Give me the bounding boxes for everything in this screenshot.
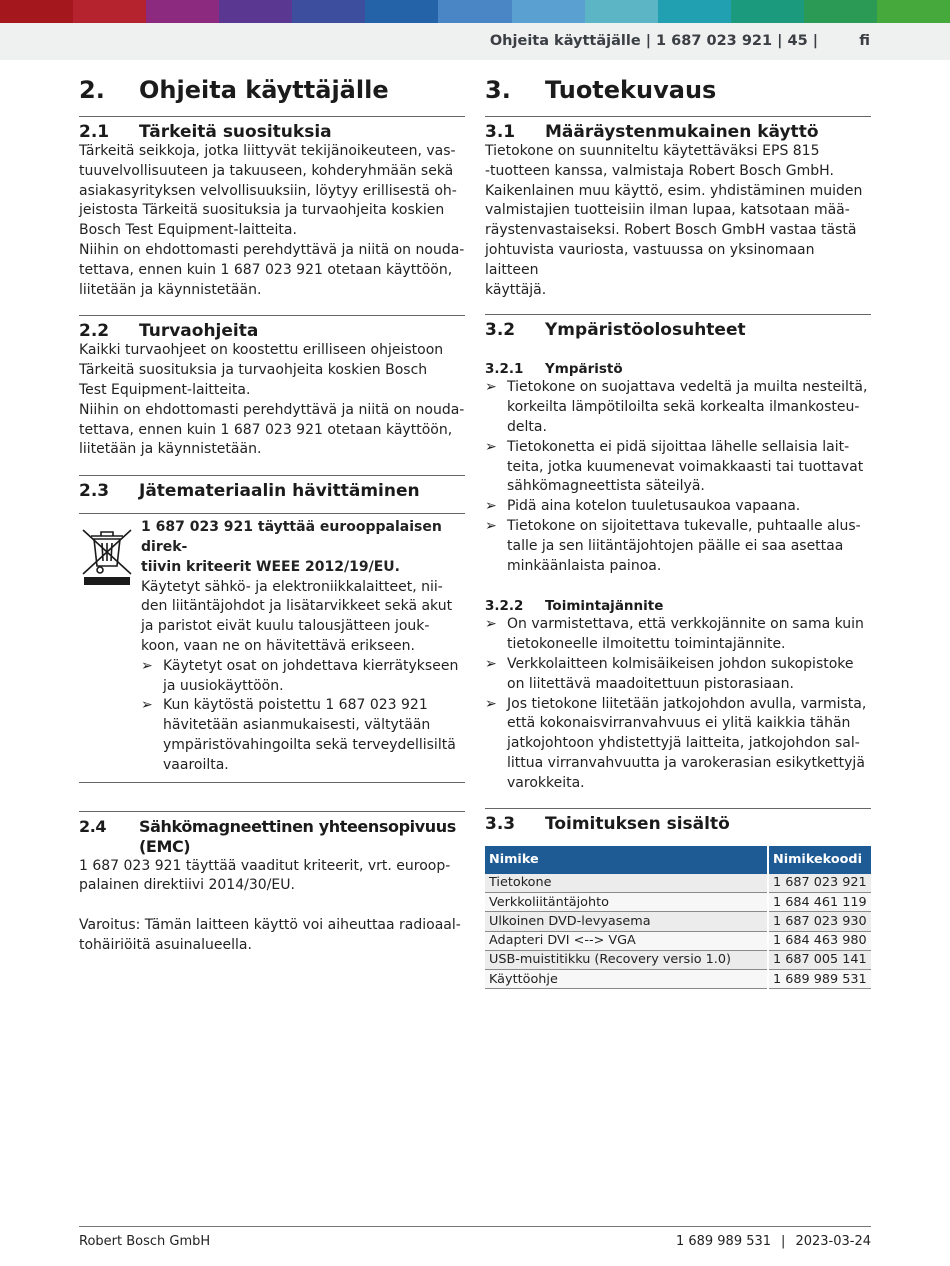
arrowhead-bullet-icon: ➢ [485,498,497,515]
item-code: 1 684 461 119 [768,893,871,912]
subsection-number: 3.2.2 [485,598,524,615]
section-heading-3-2 [485,314,871,340]
section-number: 3.1 [485,122,516,142]
section-title: Tärkeitä suosituksia [139,122,332,142]
footer-rule [79,1226,871,1227]
list-item [485,497,871,517]
section-heading-3-1 [485,116,871,142]
band-segment [512,0,585,23]
text-line: ympäristövahingoilta sekä terveydellisiltä [163,736,456,753]
text-line: tettava, ennen kuin 1 687 023 921 otetaan käyttöön, [79,261,453,278]
section-number: 2.1 [79,122,110,142]
band-segment [365,0,438,23]
text-line: Jos tietokone liitetään jatkojohdon avulla, varmista, [507,695,867,712]
band-segment [877,0,950,23]
footer-date: 2023-03-24 [795,1234,871,1249]
paragraph-emc [79,857,465,897]
text-line: ja paristot eivät kuulu talousjätteen jouk- [141,618,430,635]
text-line: sähkömagneettista säteilyä. [507,478,705,495]
item-code: 1 689 989 531 [768,969,871,988]
text-line: että kokonaisvirranvahvuus ei ylitä kaikkia tähän [507,715,851,732]
table-row [485,969,871,988]
item-name: Verkkoliitäntäjohto [485,893,768,912]
text-line: Tietokone on suojattava vedeltä ja muilta nesteiltä, [507,379,868,396]
band-segment [804,0,877,23]
chapter-title: Ohjeita käyttäjälle [139,76,389,104]
item-name: Ulkoinen DVD-levyasema [485,912,768,931]
section-heading-2-2 [79,315,465,341]
section-title: Jätemateriaalin hävittäminen [139,481,420,502]
text-line: Kaikenlainen muu käyttö, esim. yhdistäminen muiden [485,182,863,199]
arrowhead-bullet-icon: ➢ [485,438,497,455]
footer-info [676,1234,871,1249]
section-title [139,817,456,857]
text-line: Kaikki turvaohjeet on koostettu erilliseen ohjeistoon [79,342,444,359]
section-title: Turvaohjeita [139,321,259,342]
weee-statement [141,518,465,577]
crossed-out-wheelie-bin-icon [79,518,141,775]
text-line: liitetään ja käynnistetään. [79,281,262,298]
list-item [485,695,871,794]
footer-doc-number: 1 689 989 531 [675,1234,772,1249]
subsection-title: Ympäristö [545,361,623,378]
paragraph-must-read [79,241,465,300]
text-line: 1 687 023 921 täyttää eurooppalaisen direk- [141,519,442,555]
text-line: Verkkolaitteen kolmisäikeisen johdon sukopistoke [507,655,854,672]
paragraph-warning [79,916,465,956]
item-code: 1 684 463 980 [768,931,871,950]
column-header-code: Nimikekoodi [768,846,871,874]
paragraph-intended-use [485,142,871,300]
text-line: asiakasyrityksen velvollisuuksiin, löytyy erillisestä oh- [79,182,457,199]
chapter-heading-2 [79,74,465,106]
text-line: tietokoneelle ilmoitettu toimintajännite. [507,636,786,653]
section-title: Toimituksen sisältö [545,813,730,834]
chapter-number: 3. [485,76,511,104]
text-line: valmistajien tuotteisiin ilman lupaa, katsotaan mää- [485,202,850,219]
text-line: jatkojohtoon yhdistettyjä laitteita, jatkojohdon sal- [507,735,860,752]
brand-color-band [0,0,950,23]
list-item [485,378,871,437]
chapter-title: Tuotekuvaus [545,76,717,104]
text-line: Käytetyt osat on johdettava kierrätykseen [163,657,459,674]
arrowhead-bullet-icon: ➢ [485,695,497,712]
item-name: Tietokone [485,874,768,893]
table-row [485,893,871,912]
text-line: talle ja sen liitäntäjohtojen päälle ei saa asettaa [507,537,844,554]
section-heading-3-3 [485,808,871,834]
section-number: 2.3 [79,481,110,502]
item-code: 1 687 023 921 [768,874,871,893]
text-line: Kun käytöstä poistettu 1 687 023 921 [163,697,428,714]
text-line: Tietokone on suunniteltu käytettäväksi EPS 815 [485,143,820,159]
band-segment [585,0,658,23]
arrowhead-bullet-icon: ➢ [485,517,497,534]
language-code: fi [859,33,870,49]
text-line: den liitäntäjohdot ja lisätarvikkeet sekä akut [141,598,453,615]
band-segment [658,0,731,23]
text-line: hävitetään asianmukaisesti, vältytään [163,717,431,734]
text-line: koon, vaan ne on hävitettävä erikseen. [141,637,415,654]
arrowhead-bullet-icon: ➢ [485,616,497,633]
section-number: 3.3 [485,813,516,834]
delivery-contents-table [485,846,871,990]
column-header-item: Nimike [485,846,768,874]
table-row [485,912,871,931]
subsection-number: 3.2.1 [485,361,524,378]
footer-separator: | [781,1234,786,1249]
text-line: teita, jotka kuumenevat voimakkaasti tai tuottavat [507,458,864,475]
text-line: Tietokone on sijoitettava tukevalle, puhtaalle alus- [507,517,861,534]
paragraph-important-notes [79,142,465,241]
arrowhead-bullet-icon: ➢ [141,697,153,714]
text-line: tohäiriöitä asuinalueella. [79,936,252,953]
item-code: 1 687 023 930 [768,912,871,931]
item-name: USB-muistitikku (Recovery versio 1.0) [485,950,768,969]
text-line: delta. [507,418,547,435]
table-row [485,931,871,950]
band-segment [731,0,804,23]
arrowhead-bullet-icon: ➢ [485,655,497,672]
band-segment [438,0,511,23]
text-line: liitetään ja käynnistetään. [79,441,262,458]
chapter-heading-3 [485,74,871,106]
band-segment [0,0,73,23]
voltage-bullet-list [485,615,871,793]
list-item [485,655,871,695]
text-line: Tärkeitä suosituksia ja turvaohjeita koskien Bosch [79,362,428,379]
weee-text [141,518,465,775]
table-row [485,874,871,893]
arrowhead-bullet-icon: ➢ [485,379,497,396]
left-column [79,74,465,956]
text-line: Bosch Test Equipment-laitteita. [79,222,297,239]
text-line: Tietokonetta ei pidä sijoittaa lähelle sellaisia lait- [507,438,850,455]
text-line: korkeilta lämpötiloilta sekä korkealta ilmankosteu- [507,399,860,416]
band-segment [73,0,146,23]
section-number: 2.2 [79,321,110,342]
weee-bullet-list [141,657,465,776]
environment-bullet-list [485,378,871,576]
list-item [141,696,465,775]
item-name: Käyttöohje [485,969,768,988]
section-number: 2.4 [79,816,107,836]
running-header: Ohjeita käyttäjälle | 1 687 023 921 | 45 | [489,33,818,49]
text-line: räystenvastaiseksi. Robert Bosch GmbH vastaa tästä [485,222,857,239]
list-item [141,657,465,697]
text-line: johtuvista vauriosta, vastuussa on yksinomaan laitteen [485,241,815,278]
section-heading-2-3 [79,475,465,513]
text-line: palainen direktiivi 2014/30/EU. [79,877,295,894]
table-header-row [485,846,871,874]
list-item [485,517,871,576]
text-line: varokkeita. [507,774,585,791]
weee-disposal-text [141,578,465,657]
text-line: Pidä aina kotelon tuuletusaukoa vapaana. [507,498,801,515]
section-title: Ympäristöolosuhteet [545,320,746,341]
band-segment [292,0,365,23]
text-line: Käytetyt sähkö- ja elektroniikkalaitteet, nii- [141,578,443,595]
chapter-number: 2. [79,76,105,104]
text-line: Niihin on ehdottomasti perehdyttävä ja niitä on nouda- [79,241,465,258]
table-row [485,950,871,969]
right-column [485,74,871,989]
text-line: käyttäjä. [485,281,547,298]
text-line: tettava, ennen kuin 1 687 023 921 otetaan käyttöön, [79,421,453,438]
text-line: littua virranvahvuutta ja varokerasian esikytkettyjä [507,754,865,771]
text-line: minkäänlaista painoa. [507,557,662,574]
section-title: Määräystenmukainen käyttö [545,122,819,142]
text-line: On varmistettava, että verkkojännite on sama kuin [507,616,864,633]
text-line: tuuvelvollisuuteen ja takuuseen, kohderyhmään sekä [79,162,454,179]
text-line: ja uusiokäyttöön. [163,677,284,694]
text-line: Tärkeitä seikkoja, jotka liittyvät tekijänoikeuteen, vas- [79,143,456,159]
item-code: 1 687 005 141 [768,950,871,969]
band-segment [146,0,219,23]
text-line: on liitettävä maadoitettuun pistorasiaan. [507,675,794,692]
subsection-heading-3-2-1 [485,360,871,378]
text-line: Niihin on ehdottomasti perehdyttävä ja niitä on nouda- [79,401,465,418]
text-line: Test Equipment-laitteita. [79,381,251,398]
text-line: Sähkömagneettinen yhteensopivuus [139,816,456,836]
text-line: vaaroilta. [163,756,229,773]
weee-box [79,513,465,782]
paragraph-must-read [79,401,465,460]
subsection-heading-3-2-2 [485,597,871,615]
section-number: 3.2 [485,320,516,341]
arrowhead-bullet-icon: ➢ [141,657,153,674]
text-line: 1 687 023 921 täyttää vaaditut kriteerit, vrt. euroop- [79,857,451,874]
subsection-title: Toimintajännite [545,598,664,615]
section-heading-2-4 [79,811,465,857]
text-line: jeistosta Tärkeitä suosituksia ja turvaohjeita koskien [79,202,445,219]
text-line: -tuotteen kanssa, valmistaja Robert Bosch GmbH. [485,162,834,179]
item-name: Adapteri DVI <--> VGA [485,931,768,950]
footer-company: Robert Bosch GmbH [79,1234,211,1249]
band-segment [219,0,292,23]
list-item [485,615,871,655]
text-line: (EMC) [139,836,191,856]
text-line: tiivin kriteerit WEEE 2012/19/EU. [141,558,400,575]
list-item [485,438,871,497]
paragraph-safety [79,341,465,400]
section-heading-2-1 [79,116,465,142]
text-line: Varoitus: Tämän laitteen käyttö voi aiheuttaa radioaal- [79,916,461,933]
